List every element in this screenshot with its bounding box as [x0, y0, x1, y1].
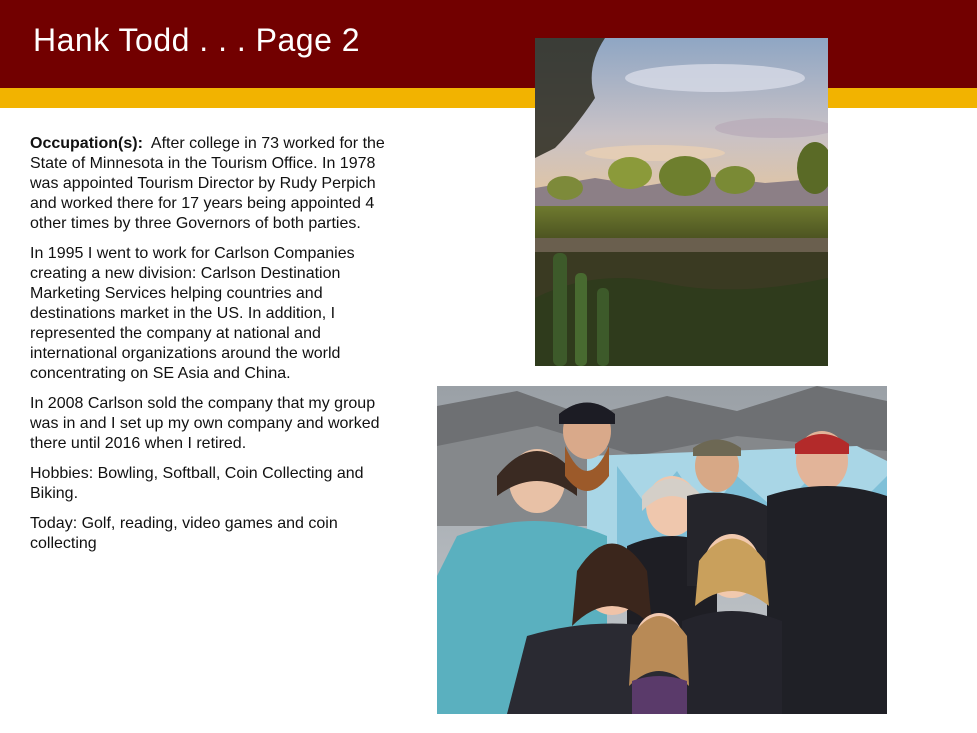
hobbies-paragraph: Hobbies: Bowling, Softball, Coin Collecting and Biking. — [30, 465, 364, 502]
family-glacier-photo — [437, 386, 887, 714]
carlson-paragraph: In 1995 I went to work for Carlson Companies creating a new division: Carlson Destination Marketing Services helping countries and destinations market in the US. In addition, I represented the company at national and international organizations around the world concentrating on SE Asia and China. — [30, 245, 355, 382]
occupation-paragraph — [30, 134, 405, 234]
occupation-label: Occupation(s): — [30, 135, 143, 152]
slide-title: Hank Todd . . . Page 2 — [33, 22, 361, 58]
accent-stripe — [0, 88, 977, 108]
golf-course-photo — [535, 38, 828, 366]
occupation-text: After college in 73 worked for the State of Minnesota in the Tourism Office. In 1978 was appointed Tourism Director by Rudy Perpich and worked there for 17 years being appointed 4 other times by three Governors of both parties. — [30, 135, 385, 232]
retirement-paragraph: In 2008 Carlson sold the company that my group was in and I set up my own company and worked there until 2016 when I retired. — [30, 395, 380, 452]
biography-text — [30, 134, 405, 564]
today-paragraph: Today: Golf, reading, video games and coin collecting — [30, 515, 338, 552]
